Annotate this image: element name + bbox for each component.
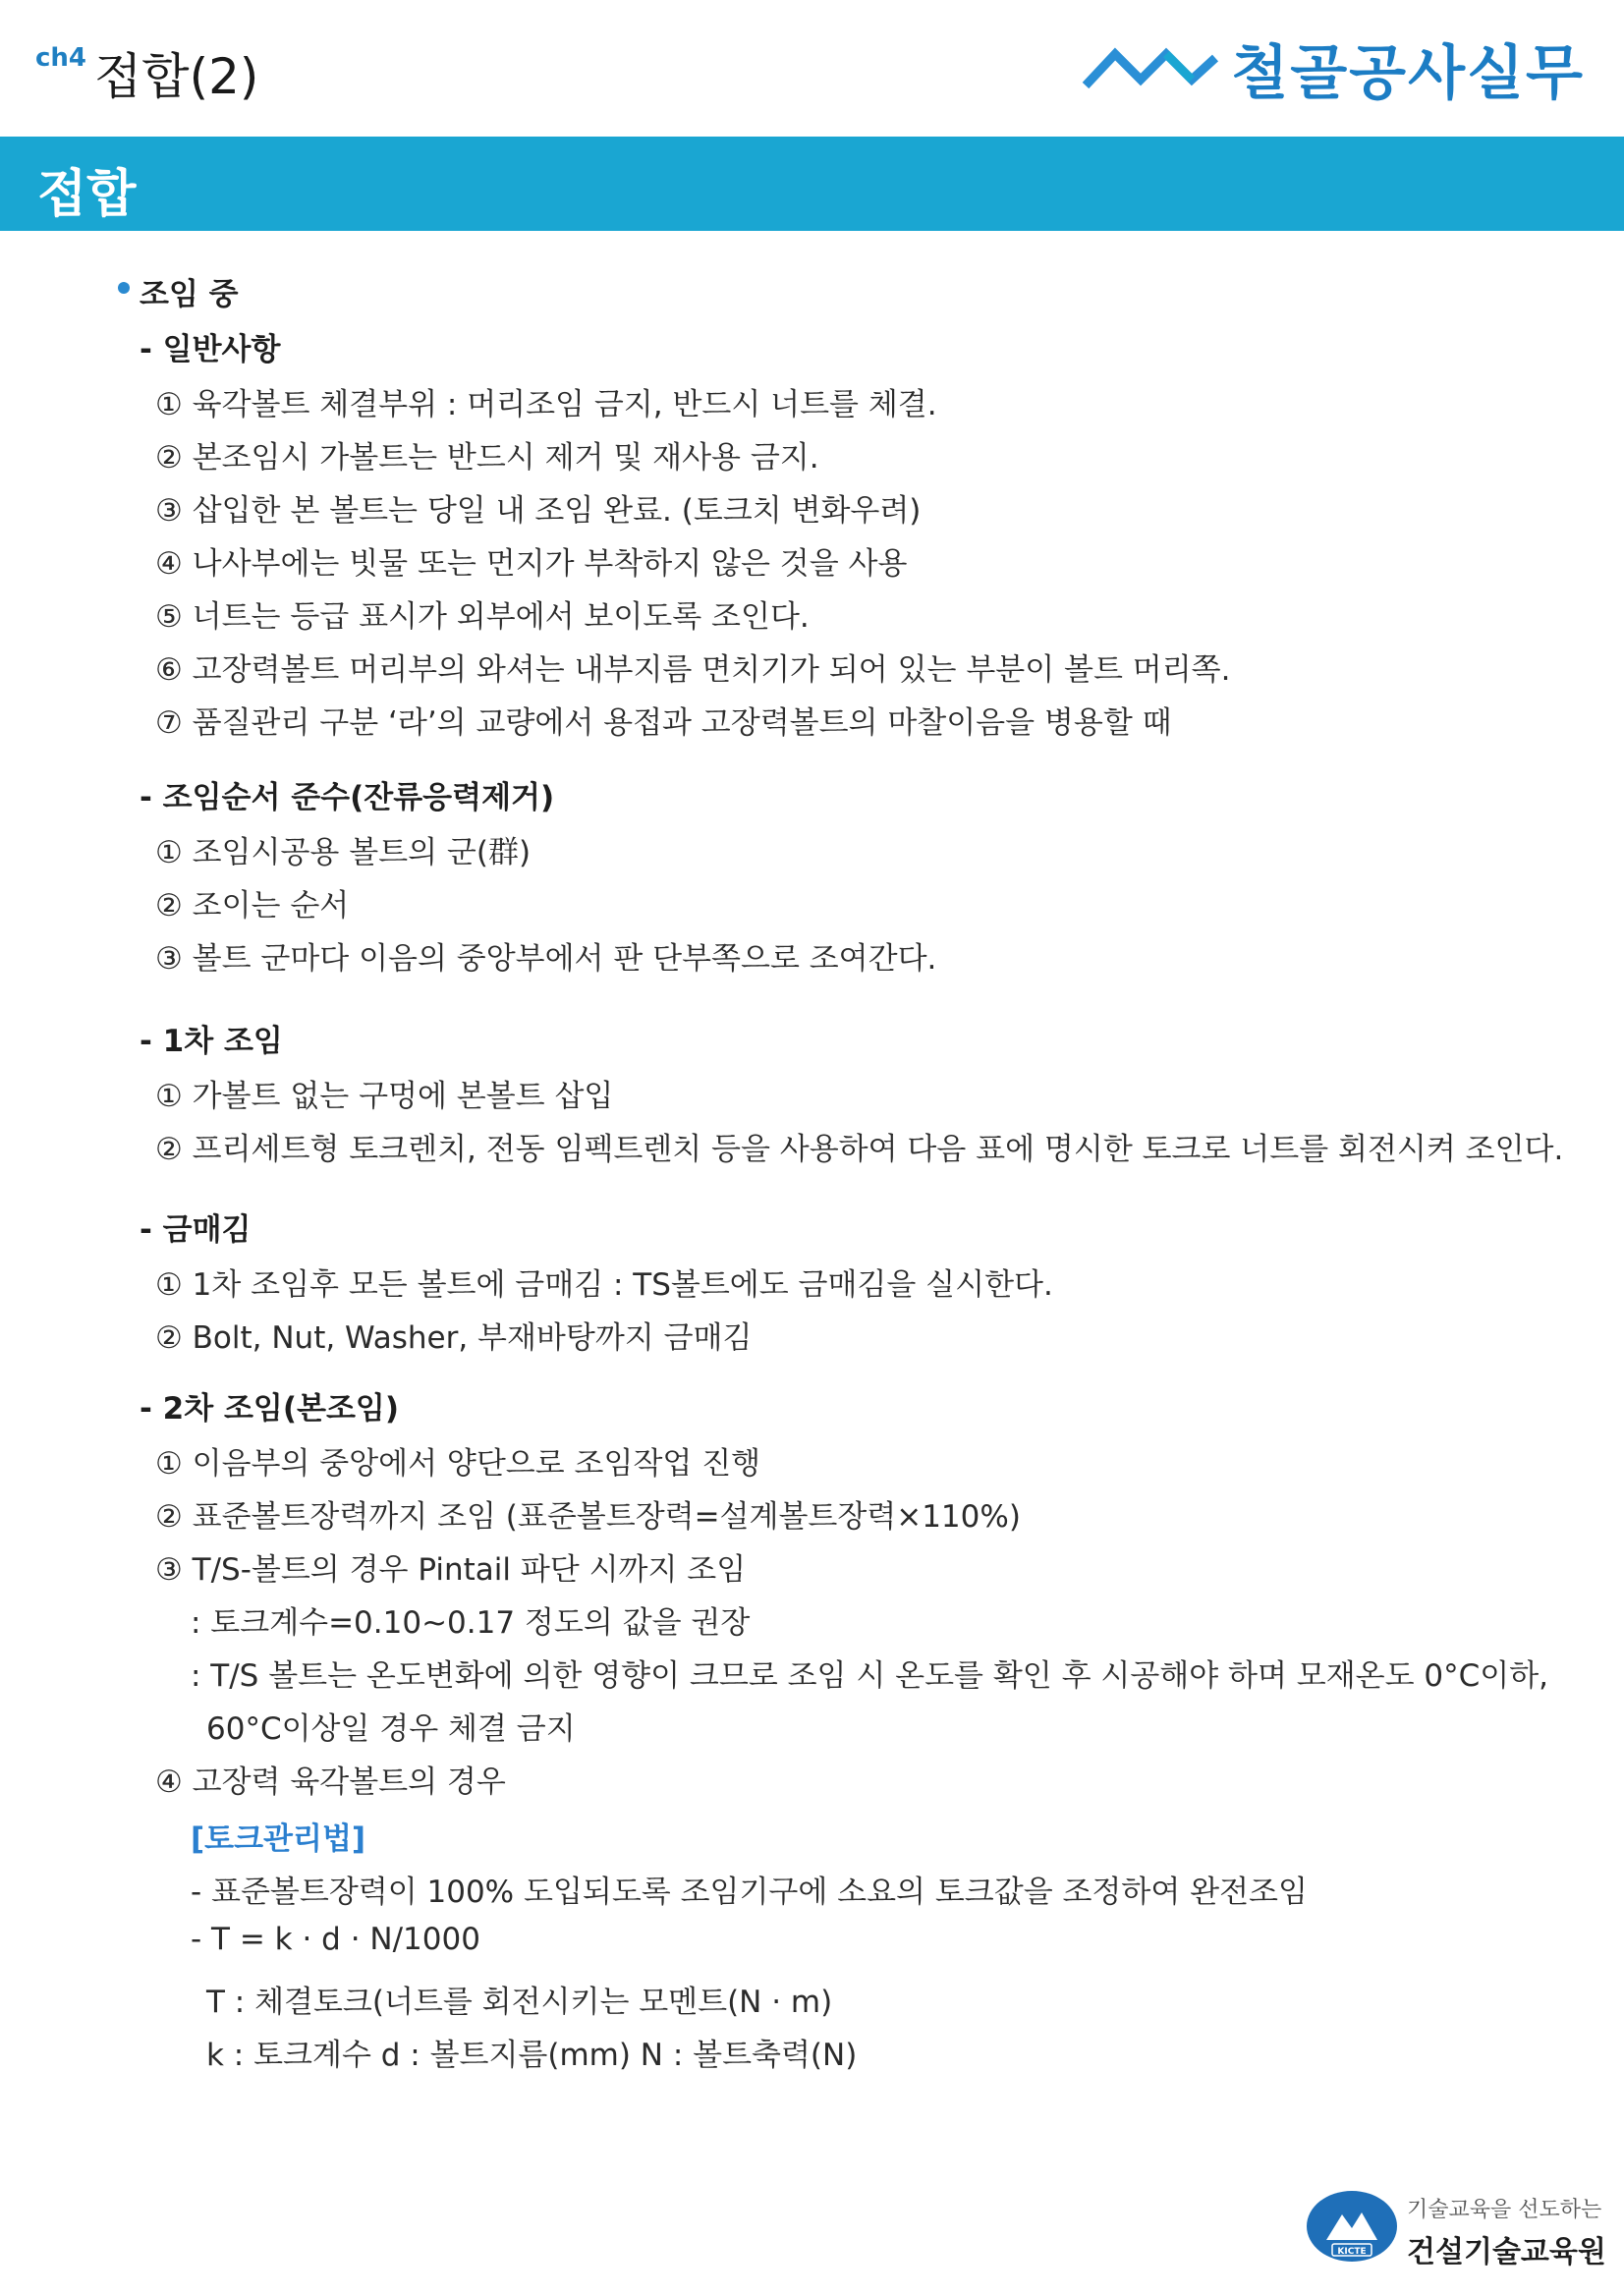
banner-title: 접합 <box>37 165 137 224</box>
bullet-dot-icon <box>118 282 130 294</box>
footer-org-name: 건설기술교육원 <box>1407 2235 1606 2269</box>
general-item: ② 본조임시 가볼트는 반드시 제거 및 재사용 금지. <box>155 440 819 476</box>
footer-brand <box>1407 2193 1606 2270</box>
second-heading: - 2차 조임(본조임) <box>140 1391 400 1427</box>
second-item: ① 이음부의 중앙에서 양단으로 조임작업 진행 <box>155 1446 761 1482</box>
first-item: ② 프리세트형 토크렌치, 전동 임펙트렌치 등을 사용하여 다음 표에 명시한 토크로 너트를 회전시켜 조인다. <box>155 1132 1564 1167</box>
second-item: : T/S 볼트는 온도변화에 의한 영향이 크므로 조임 시 온도를 확인 후 시공해야 하며 모재온도 0°C이하, <box>191 1658 1549 1694</box>
second-item: 60°C이상일 경우 체결 금지 <box>206 1711 576 1747</box>
torque-item: k : 토크계수 d : 볼트지름(mm) N : 볼트축력(N) <box>206 2038 858 2073</box>
order-heading: - 조임순서 준수(잔류응력제거) <box>140 780 555 815</box>
brand-wave-logo-icon <box>1082 44 1219 93</box>
torque-heading: [토크관리법] <box>191 1821 366 1857</box>
torque-item: T : 체결토크(너트를 회전시키는 모멘트(N · m) <box>206 1985 833 2020</box>
torque-item: - T = k · d · N/1000 <box>191 1922 480 1957</box>
brand-name: 철골공사실무 <box>1231 39 1585 108</box>
chapter-tag: ch4 <box>35 43 87 73</box>
marking-heading: - 금매김 <box>140 1212 252 1248</box>
brand <box>1082 29 1585 108</box>
torque-item: - 표준볼트장력이 100% 도입되도록 조임기구에 소요의 토크값을 조정하여 완전조임 <box>191 1875 1308 1910</box>
first-item: ① 가볼트 없는 구멍에 본볼트 삽입 <box>155 1079 614 1114</box>
order-item: ① 조임시공용 볼트의 군(群) <box>155 835 532 870</box>
general-item: ⑤ 너트는 등급 표시가 외부에서 보이도록 조인다. <box>155 599 810 635</box>
second-item: : 토크계수=0.10~0.17 정도의 값을 권장 <box>191 1605 751 1641</box>
kicte-logo-text: KICTE <box>1337 2247 1367 2257</box>
general-item: ⑦ 품질관리 구분 ‘라’의 교량에서 용접과 고장력볼트의 마찰이음을 병용할 때 <box>155 705 1172 741</box>
chapter-title: 접합(2) <box>94 48 259 105</box>
first-heading: - 1차 조임 <box>140 1024 283 1059</box>
kicte-logo-icon <box>1305 2189 1399 2264</box>
general-heading: - 일반사항 <box>140 332 281 367</box>
page-header <box>0 0 1624 138</box>
general-item: ③ 삽입한 본 볼트는 당일 내 조임 완료. (토크치 변화우려) <box>155 493 922 529</box>
section-banner <box>0 137 1624 231</box>
marking-item: ① 1차 조임후 모든 볼트에 금매김 : TS볼트에도 금매김을 실시한다. <box>155 1267 1053 1303</box>
general-item: ① 육각볼트 체결부위 : 머리조임 금지, 반드시 너트를 체결. <box>155 387 937 422</box>
second-item: ④ 고장력 육각볼트의 경우 <box>155 1764 506 1800</box>
general-item: ⑥ 고장력볼트 머리부의 와셔는 내부지름 면치기가 되어 있는 부분이 볼트 머리쪽. <box>155 652 1231 688</box>
order-item: ③ 볼트 군마다 이음의 중앙부에서 판 단부쪽으로 조여간다. <box>155 941 937 977</box>
marking-item: ② Bolt, Nut, Washer, 부재바탕까지 금매김 <box>155 1320 753 1356</box>
bullet-heading: 조임 중 <box>140 277 239 312</box>
footer-tagline: 기술교육을 선도하는 <box>1407 2198 1602 2222</box>
second-item: ② 표준볼트장력까지 조임 (표준볼트장력=설계볼트장력×110%) <box>155 1499 1021 1535</box>
second-item: ③ T/S-볼트의 경우 Pintail 파단 시까지 조임 <box>155 1552 747 1588</box>
general-item: ④ 나사부에는 빗물 또는 먼지가 부착하지 않은 것을 사용 <box>155 546 908 582</box>
order-item: ② 조이는 순서 <box>155 888 350 924</box>
